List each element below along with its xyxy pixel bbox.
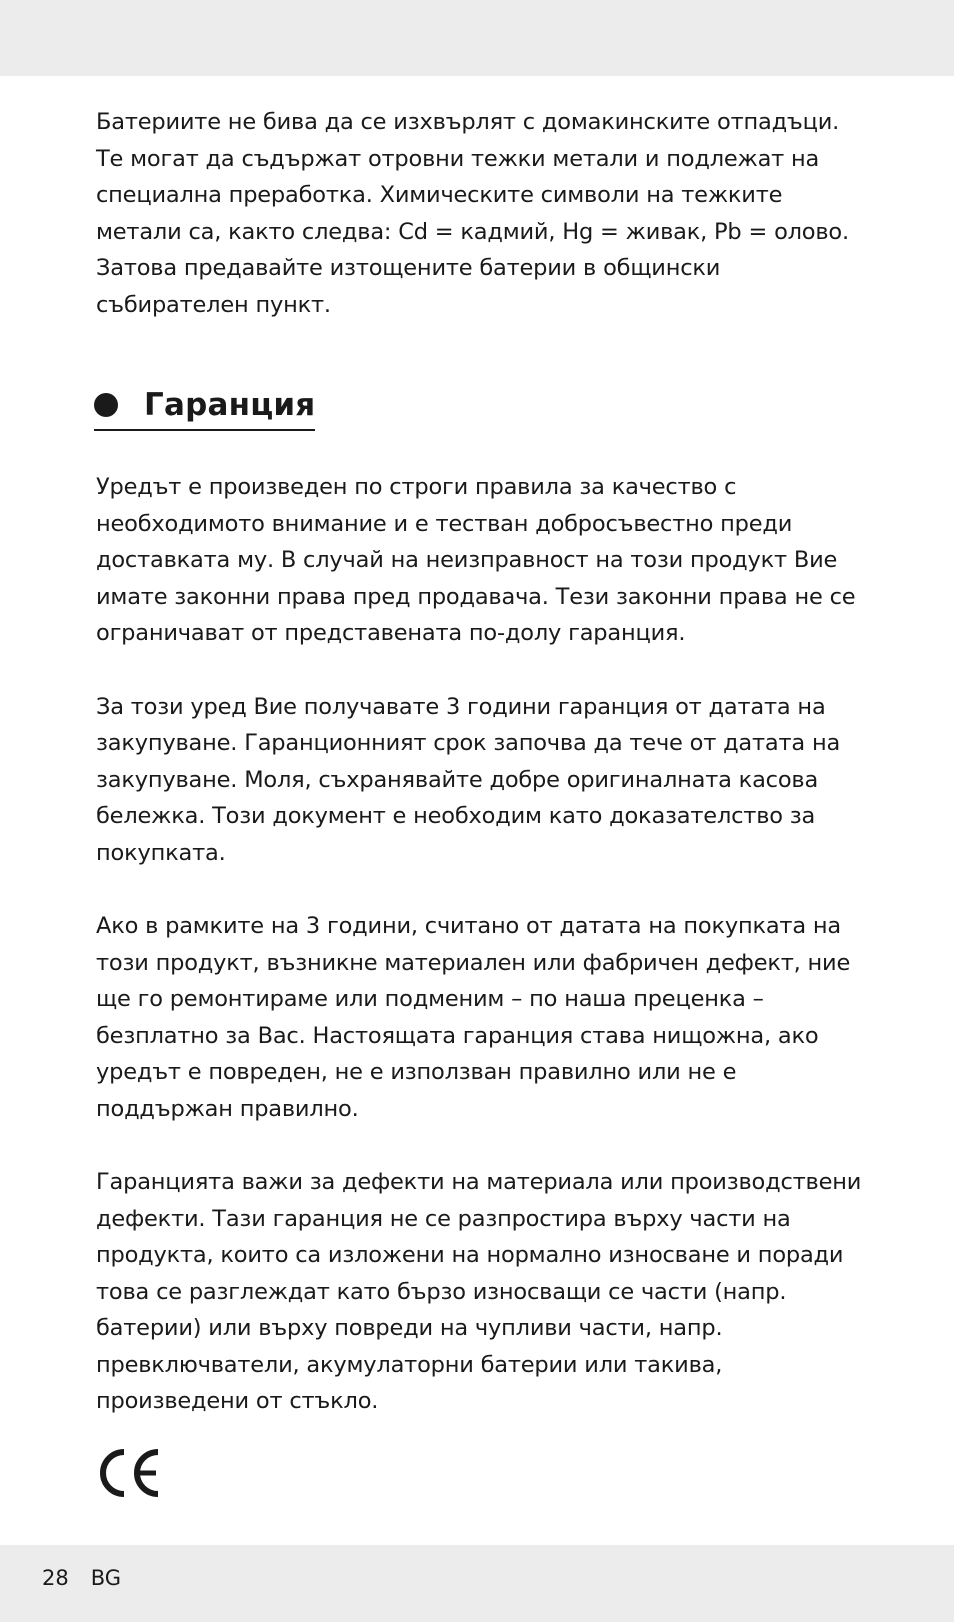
section-heading-warranty xyxy=(94,387,315,431)
battery-disposal-paragraph: Батериите не бива да се изхвърлят с домакинските отпадъци. Те могат да съдържат отровни тежки метали и подлежат на специална преработка. Химическите символи на тежките метали са, както следва: Cd = кадмий, Hg = живак, Pb = олово. Затова предавайте изтощените батерии в общински събирателен пункт. xyxy=(96,109,849,318)
warranty-paragraph-2: За този уред Вие получавате 3 години гаранция от датата на закупуване. Гаранционният срок започва да тече от датата на закупуване. Моля, съхранявайте добре оригиналната касова бележка. Този документ е необходим като доказателство за покупката. xyxy=(96,693,841,866)
bullet-icon xyxy=(94,393,118,417)
page-footer xyxy=(42,1566,121,1590)
language-code: BG xyxy=(90,1566,122,1590)
top-band xyxy=(0,0,954,76)
warranty-paragraph-3: Ако в рамките на 3 години, считано от датата на покупката на този продукт, възникне материален или фабричен дефект, ние ще го ремонтираме или подменим – по наша преценка – безплатно за Вас. Настоящата гаранция става нищожна, ако уредът е повреден, не е използван правилно или не е поддържан правилно. xyxy=(96,913,851,1122)
warranty-paragraph-4: Гаранцията важи за дефекти на материала или производствени дефекти. Тази гаранция не се разпростира върху части на продукта, които са изложени на нормално износване и поради това се разглеждат като бързо износващи се части (напр. батерии) или върху повреди на чупливи части, напр. превключватели, акумулаторни батерии или такива, произведени от стъкло. xyxy=(96,1169,862,1414)
ce-mark-icon xyxy=(94,1446,166,1500)
bottom-band xyxy=(0,1545,954,1622)
warranty-paragraph-1: Уредът е произведен по строги правила за качество с необходимото внимание и е тестван добросъвестно преди доставката му. В случай на неизправност на този продукт Вие имате законни права пред продавача. Тези законни права не се ограничават от представената по-долу гаранция. xyxy=(96,474,856,646)
page-number: 28 xyxy=(42,1566,69,1590)
page-content xyxy=(96,104,866,1504)
section-heading-text: Гаранция xyxy=(144,387,316,423)
